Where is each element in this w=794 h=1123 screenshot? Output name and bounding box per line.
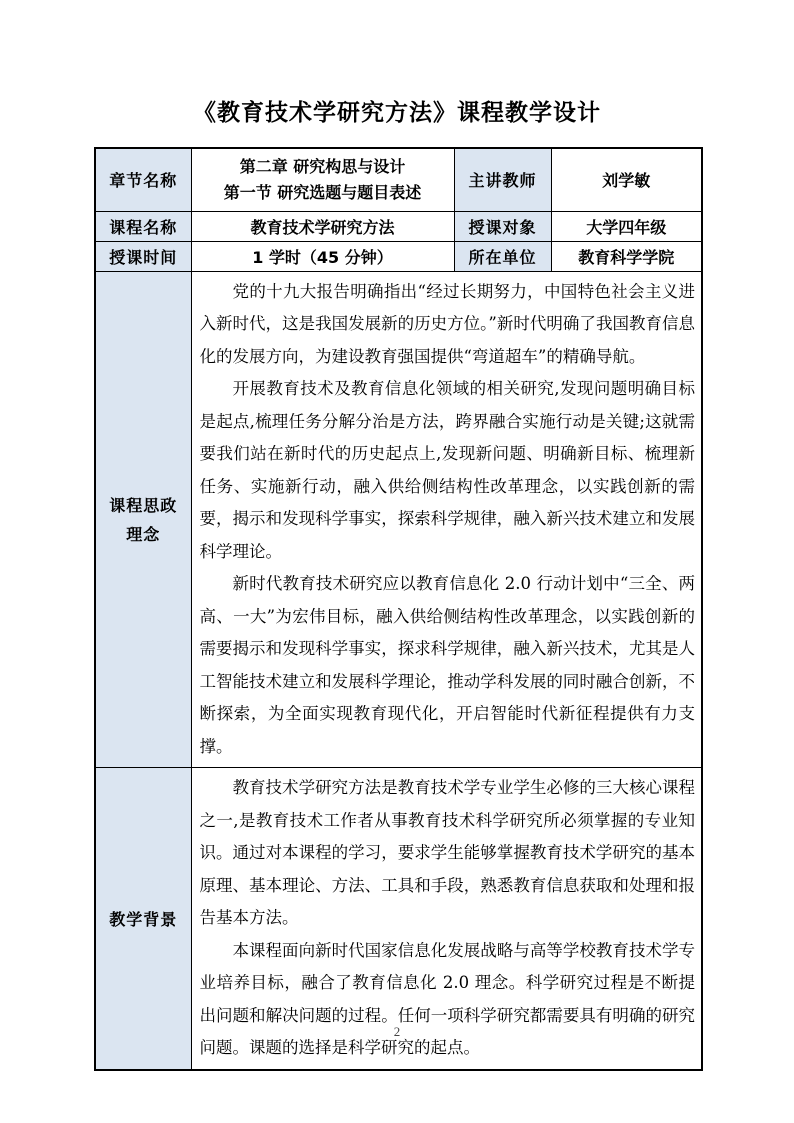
ideology-paragraph-2: 开展教育技术及教育信息化领域的相关研究,发现问题明确目标是起点,梳理任务分解分治是方法，跨界融合实施行动是关键;这就需要我们站在新时代的历史起点上,发现新问题、明确新目标、梳理新任务、实施新行动，融入供给侧结构性改革理念，以实践创新的需要，揭示和发现科学事实，探索科学规律，融入新兴技术建立和发展科学理论。 [199, 379, 695, 561]
chapter-label: 章节名称 [95, 148, 191, 211]
course-value: 教育技术学研究方法 [191, 211, 454, 241]
table-row [95, 271, 702, 768]
chapter-line-2: 第一节 研究选题与题目表述 [223, 182, 422, 202]
unit-label: 所在单位 [454, 241, 551, 271]
course-label: 课程名称 [95, 211, 191, 241]
ideology-paragraph-1: 党的十九大报告明确指出“经过长期努力，中国特色社会主义进入新时代，这是我国发展新的历史方位。”新时代明确了我国教育信息化的发展方向，为建设教育强国提供“弯道超车”的精确导航。 [199, 281, 695, 366]
ideology-label [95, 271, 191, 768]
course-design-table [94, 147, 703, 1071]
page-number: 2 [393, 1024, 401, 1039]
unit-value: 教育科学学院 [551, 241, 702, 271]
table-row [95, 211, 702, 241]
background-paragraph-1: 教育技术学研究方法是教育技术学专业学生必修的三大核心课程之一,是教育技术工作者从事教育技术科学研究所必须掌握的专业知识。通过对本课程的学习，要求学生能够掌握教育技术学研究的基本原理、基本理论、方法、工具和手段，熟悉教育信息获取和处理和报告基本方法。 [199, 778, 695, 927]
chapter-value [191, 148, 454, 211]
table-row [95, 241, 702, 271]
ideology-label-line-1: 课程思政 [109, 496, 178, 516]
ideology-label-line-2: 理念 [126, 525, 161, 545]
background-paragraph-2: 本课程面向新时代国家信息化发展战略与高等学校教育技术学专业培养目标，融合了教育信息化 2.0 理念。科学研究过程是不断提出问题和解决问题的过程。任何一项科学研究都需要具有明确的研究问题。课题的选择是科学研究的起点。 [199, 940, 695, 1057]
time-value: 1 学时（45 分钟） [191, 241, 454, 271]
audience-label: 授课对象 [454, 211, 551, 241]
chapter-line-1: 第二章 研究构思与设计 [239, 156, 406, 176]
audience-value: 大学四年级 [551, 211, 702, 241]
teacher-label: 主讲教师 [454, 148, 551, 211]
table-row [95, 148, 702, 211]
teacher-value: 刘学敏 [551, 148, 702, 211]
ideology-paragraph-3: 新时代教育技术研究应以教育信息化 2.0 行动计划中“三全、两高、一大”为宏伟目标，融入供给侧结构性改革理念，以实践创新的需要揭示和发现科学事实，探求科学规律，融入新兴技术，尤其是人工智能技术建立和发展科学理论，推动学科发展的同时融合创新，不断探索，为全面实现教育现代化，开启智能时代新征程提供有力支撑。 [199, 574, 695, 756]
background-label: 教学背景 [95, 768, 191, 1070]
page-title: 《教育技术学研究方法》课程教学设计 [193, 100, 601, 126]
ideology-content [191, 271, 702, 768]
time-label: 授课时间 [95, 241, 191, 271]
